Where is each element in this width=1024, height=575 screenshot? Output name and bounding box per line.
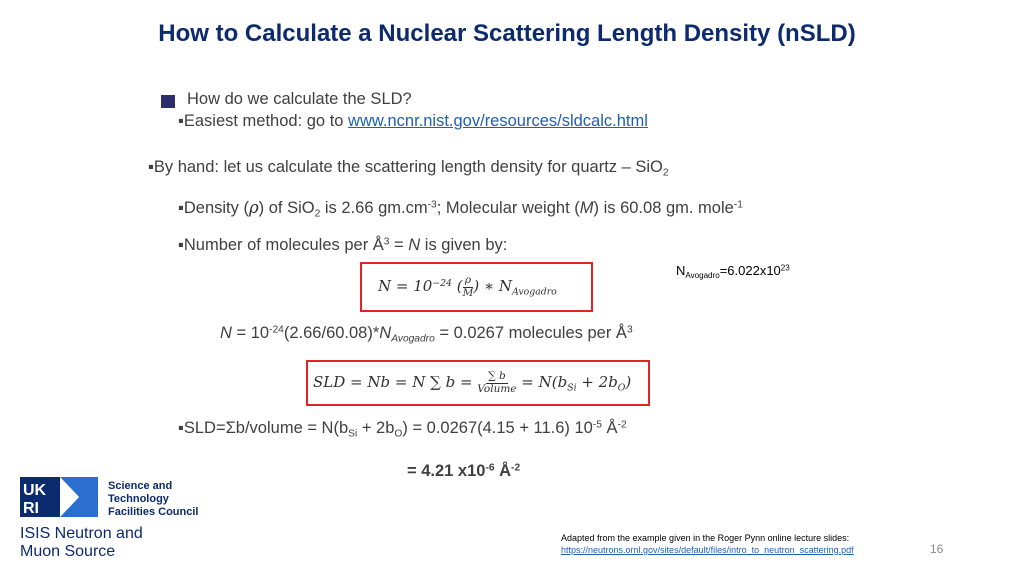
eq2-text-a: SLD = Nb = N ∑ b =: [313, 373, 478, 392]
bullet-square-icon: [161, 95, 175, 113]
density-text-b: ) of SiO: [258, 199, 315, 217]
final-result: [407, 462, 520, 481]
calc-text-c: = 0.0267 molecules per Å: [434, 324, 627, 342]
calc-sup: -24: [269, 324, 284, 336]
question-text: How do we calculate the SLD?: [187, 90, 412, 108]
eq2-frac-den: Volume: [477, 382, 517, 395]
eq1-exp: −24: [432, 277, 452, 289]
density-text-e: ) is 60.08 gm. mole: [593, 199, 734, 217]
density-M: M: [579, 199, 594, 217]
result-text-a: = 4.21 x10: [407, 462, 486, 480]
density-line: ▪Density (ρ) of SiO$_2$ is 2.66 $gm.cm^{-3}$; Molecular weight (M) is 60.08 gm. mole$^{-1}$: [178, 198, 743, 220]
easiest-method-label: Easiest method: go to: [183, 112, 349, 130]
footer-link[interactable]: https://neutrons.ornl.gov/sites/default/files/intro_to_neutron_scattering.pdf: [561, 545, 854, 555]
footer-note: [561, 532, 854, 556]
calc-N2: N: [379, 324, 392, 342]
sld-sup: -5: [592, 419, 602, 431]
eq1-lhs: N = 10: [378, 277, 433, 296]
calc-text-a: = 10: [231, 324, 270, 342]
density-sup: -3: [427, 199, 437, 211]
eq2-fraction: [477, 371, 516, 395]
calc-N: N: [220, 324, 232, 342]
nist-link[interactable]: www.ncnr.nist.gov/resources/sldcalc.html: [348, 112, 648, 130]
sld-sup2: -2: [617, 419, 627, 431]
density-sup2: -1: [733, 199, 743, 211]
page-title: How to Calculate a Nuclear Scattering Length Density (nSLD): [158, 20, 856, 47]
equation-1: $N = 10^{-24}$ ( $\frac{\rho}{M}$ ) ∗ $N_{Avogadro}$: [378, 274, 557, 299]
isis-label: ISIS Neutron and Muon Source: [20, 525, 143, 560]
eq2-sub1: Si: [567, 382, 577, 394]
density-text-a: Density (: [183, 199, 249, 217]
equation-2: [313, 371, 631, 395]
ukri-logo: [20, 477, 98, 517]
avogadro-constant: [676, 263, 790, 280]
calc-sup2: 3: [626, 324, 633, 336]
avogadro-value: =6.022x10: [719, 263, 781, 278]
eq1-frac-num: ρ: [464, 274, 472, 286]
sld-text-b: + 2b: [357, 419, 395, 437]
eq1-sub: Avogadro: [512, 286, 557, 298]
avogadro-sup: 23: [780, 263, 790, 273]
molecules-line: ▪Number of molecules per $Å^3 = N$ is given by:: [178, 236, 508, 254]
svg-text:RI: RI: [23, 500, 39, 517]
sld-line: ▪SLD=Σb/volume = $N(b_{Si} + 2b_O) = 0.0267(4.15 + 11.6)$ $10^{-5}$ $Å^{-2}$: [178, 419, 627, 440]
sld-text-c: ) = 0.0267(4.15 + 11.6) 10: [402, 419, 593, 437]
result-sup: -6: [485, 462, 495, 474]
molecules-text-a: Number of molecules per Å: [183, 236, 384, 254]
easiest-method-line: ▪Easiest method: go to www.ncnr.nist.gov/resources/sldcalc.html: [178, 112, 648, 130]
svg-text:UK: UK: [23, 482, 47, 499]
eq1-frac-den: M: [462, 286, 474, 299]
eq1-fraction: [463, 275, 474, 299]
density-rho: ρ: [248, 198, 259, 217]
density-sub: 2: [314, 208, 321, 220]
eq2-sub2: O: [617, 382, 626, 394]
result-sup2: -2: [511, 462, 521, 474]
result-text-b: Å: [494, 462, 512, 480]
ukri-logo-icon: [20, 477, 98, 517]
molecules-text-c: is given by:: [420, 236, 508, 254]
eq2-text-b: = N(b: [516, 373, 568, 392]
calc-text-b: (2.66/60.08)*: [283, 324, 380, 342]
eq2-text-c: + 2b: [576, 373, 618, 392]
by-hand-sub: 2: [662, 167, 669, 179]
avogadro-prefix: N: [676, 263, 686, 278]
molecules-N: N: [408, 236, 421, 254]
by-hand-line: ▪By hand: let us calculate the scattering length density for quartz – SiO$_2$: [148, 158, 669, 179]
density-text-c: is 2.66 gm.cm: [320, 199, 428, 217]
molecules-text-b: =: [389, 236, 409, 254]
footer-note-text: Adapted from the example given in the Roger Pynn online lecture slides:: [561, 533, 850, 543]
by-hand-text: By hand: let us calculate the scattering length density for quartz – SiO: [153, 158, 663, 176]
sld-text-d: Å: [601, 419, 618, 437]
density-text-d: ; Molecular weight (: [436, 199, 580, 217]
avogadro-sub: Avogadro: [685, 270, 720, 280]
eq2-text-d: ): [625, 373, 632, 392]
page-number: 16: [930, 542, 944, 556]
eq1-times: ∗ N: [479, 277, 513, 296]
calc-sub: Avogadro: [391, 333, 435, 345]
sld-sub1: Si: [348, 428, 358, 440]
sld-text-a: SLD=Σb/volume = N(b: [183, 419, 349, 437]
sld-sub2: O: [394, 428, 403, 440]
eq2-frac-num: ∑ b: [488, 370, 506, 382]
stfc-label: Science and Technology Facilities Council: [108, 480, 199, 518]
calculation-line: [220, 324, 633, 345]
molecules-sup: 3: [383, 236, 390, 248]
